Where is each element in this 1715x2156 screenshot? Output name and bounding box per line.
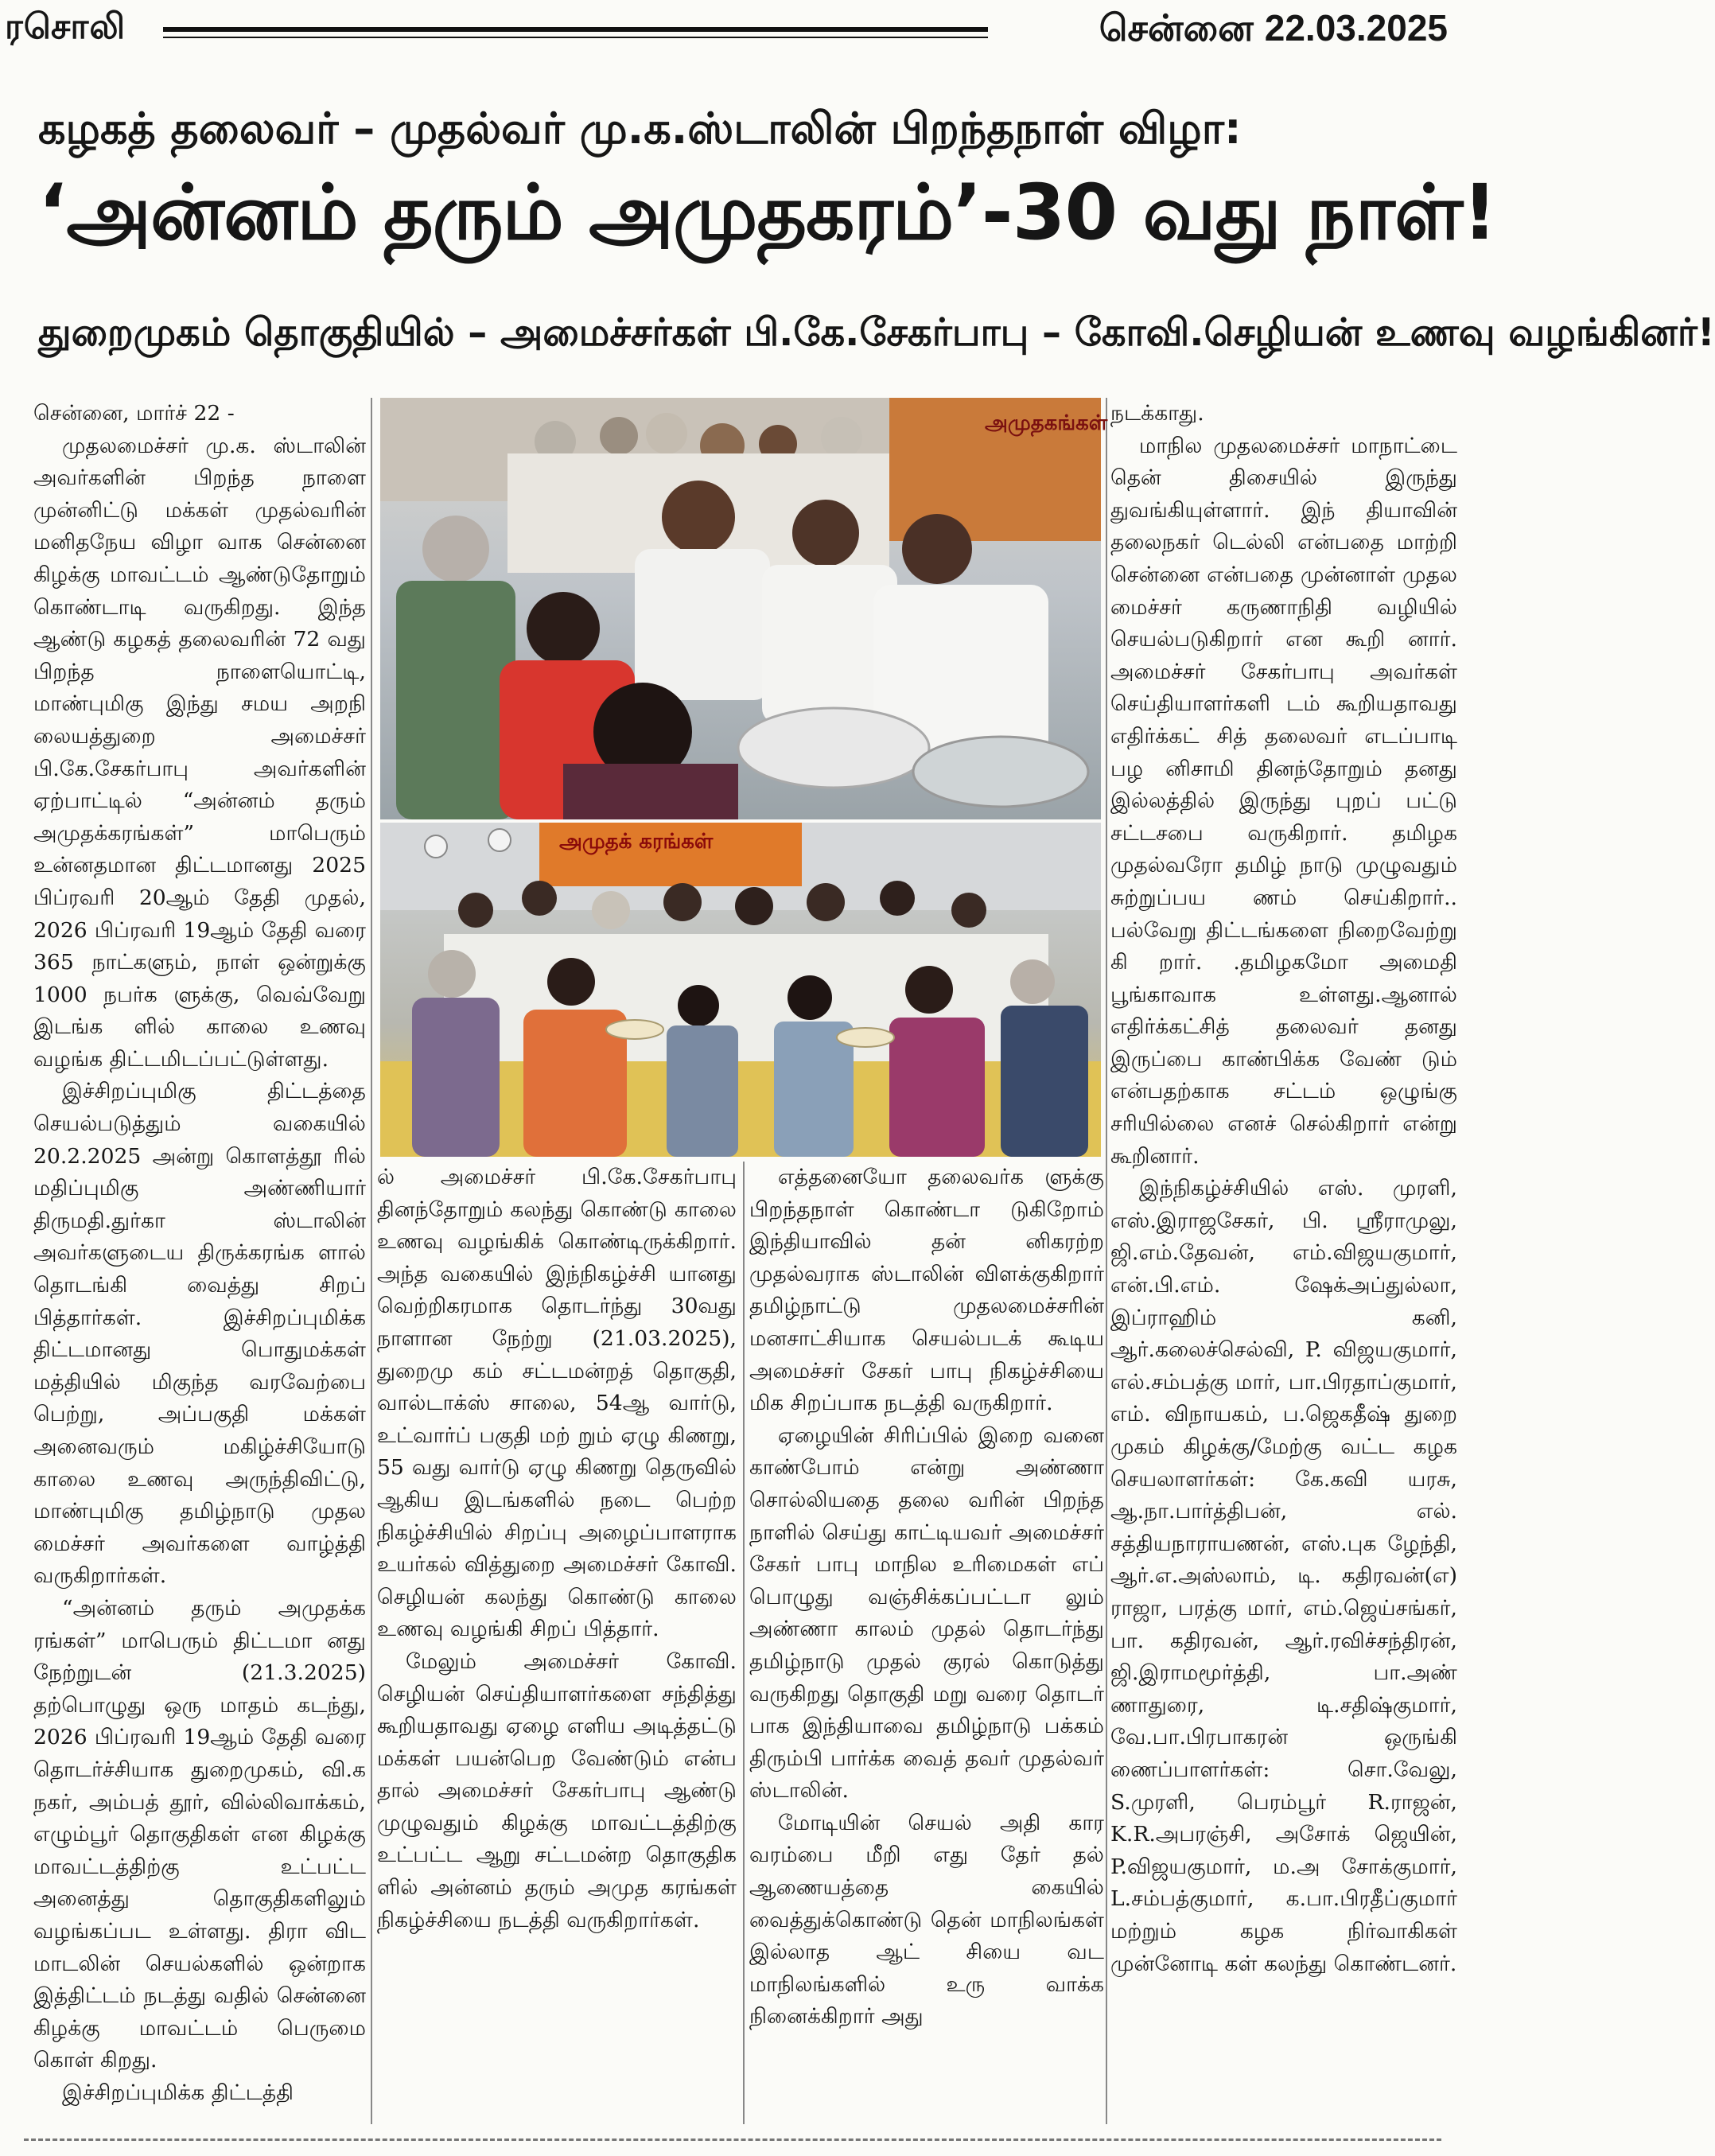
article-paragraph: இச்சிறப்புமிகு திட்டத்தை செயல்படுத்தும் வகையில் 20.2.2025 அன்று கொளத்தூ ரில் மதிப்புமிகு அண்ணியார் திருமதி.துர்கா ஸ்டாலின் அவர்களுடைய திருக்கரங்க ளால் தொடங்கி வைத்து சிறப் பித்தார்கள். இச்சிறப்புமிக்க திட்டமானது பொதுமக்கள் மத்தியில் மிகுந்த வரவேற்பை பெற்று, அப்பகுதி மக்கள் அனைவரும் மகிழ்ச்சியோடு காலை உணவு அருந்திவிட்டு, மாண்புமிகு தமிழ்நாடு முதல மைச்சர் அவர்களை வாழ்த்தி வருகிறார்கள். bbox=[33, 1079, 366, 1589]
paper-name: ரசொலி bbox=[5, 6, 126, 47]
masthead bbox=[0, 0, 1465, 73]
issue-dateline bbox=[1099, 6, 1448, 55]
masthead-rule bbox=[163, 24, 988, 48]
article-column-1 bbox=[33, 398, 366, 2124]
article-paragraph: எத்தனையோ தலைவர்க ளுக்கு பிறந்தநாள் கொண்டா டுகிறோம் இந்தியாவில் தன் னிகரற்ற முதல்வராக ஸ்டாலின் விளக்குகிறார் தமிழ்நாட்டு முதலமைச்சரின் மனசாட்சியாக செயல்படக் கூடிய அமைச்சர் சேகர் பாபு நிகழ்ச்சியை மிக சிறப்பாக நடத்தி வருகிறார். bbox=[749, 1165, 1104, 1416]
photo-banner-text: அமுதக் கரங்கள் bbox=[559, 830, 714, 854]
article-paragraph: ல் அமைச்சர் பி.கே.சேகர்பாபு தினந்தோறும் கலந்து கொண்டு காலை உணவு வழங்கிக் கொண்டிருக்கிறார். அந்த வகையில் இந்நிகழ்ச்சி யானது வெற்றிகரமாக தொடர்ந்து 30வது நாளான நேற்று (21.03.2025), துறைமு கம் சட்டமன்றத் தொகுதி, வால்டாக்ஸ் சாலை, 54ஆ வார்டு, உட்வார்ப் பகுதி மற் றும் ஏழு கிணறு, 55 வது வார்டு ஏழு கிணறு தெருவில் ஆகிய இடங்களில் நடை பெற்ற நிகழ்ச்சியில் சிறப்பு அழைப்பாளராக உயர்கல் வித்துறை அமைச்சர் கோவி. செழியன் கலந்து கொண்டு காலை உணவு வழங்கி சிறப் பித்தார். bbox=[377, 1165, 737, 1642]
photo-food-distribution-1 bbox=[380, 398, 1108, 819]
issue-city: சென்னை bbox=[1099, 6, 1254, 49]
article-kicker: கழகத் தலைவர் – முதல்வர் மு.க.ஸ்டாலின் பிறந்தநாள் விழா: bbox=[38, 103, 1242, 154]
article-paragraph: முதலமைச்சர் மு.க. ஸ்டாலின் அவர்களின் பிறந்த நாளை முன்னிட்டு மக்கள் முதல்வரின் மனிதநேய விழா வாக சென்னை கிழக்கு மாவட்டம் ஆண்டுதோறும் கொண்டாடி வருகிறது. இந்த ஆண்டு கழகத் தலைவரின் 72 வது பிறந்த நாளையொட்டி, மாண்புமிகு இந்து சமய அறநி லையத்துறை அமைச்சர் பி.கே.சேகர்பாபு அவர்களின் ஏற்பாட்டில் “அன்னம் தரும் அமுதக்கரங்கள்” மாபெரும் உன்னதமான திட்டமானது 2025 பிப்ரவரி 20ஆம் தேதி முதல், 2026 பிப்ரவரி 19ஆம் தேதி வரை 365 நாட்களும், நாள் ஒன்றுக்கு 1000 நபர்க ளுக்கு, வெவ்வேறு இடங்க ளில் காலை உணவு வழங்க திட்டமிடப்பட்டுள்ளது. bbox=[33, 433, 366, 1072]
article-column-4 bbox=[1110, 398, 1457, 2124]
article-dateline: சென்னை, மார்ச் 22 - bbox=[33, 401, 235, 426]
article-paragraph: இச்சிறப்புமிக்க திட்டத்தி bbox=[62, 2080, 294, 2105]
article-column-3 bbox=[749, 1162, 1104, 2124]
article-paragraph: இந்நிகழ்ச்சியில் எஸ். முரளி, எஸ்.இராஜசேகர், பி. ஸ்ரீராமுலு, ஜி.எம்.தேவன், எம்.விஜயகுமார், என்.பி.எம். ஷேக்அப்துல்லா, இப்ராஹிம் கனி, ஆர்.கலைச்செல்வி, P. விஜயகுமார், எல்.சம்பத்கு மார், பா.பிரதாப்குமார், எம். விநாயகம், ப.ஜெகதீஷ் துறை முகம் கிழக்கு/மேற்கு வட்ட கழக செயலாளர்கள்: கே.கவி யரசு, ஆ.நா.பார்த்திபன், எல். சத்தியநாராயணன், எஸ்.புக ழேந்தி, ஆர்.எ.அஸ்லாம், டி. கதிரவன்(எ) ராஜா, பரத்கு மார், எம்.ஜெய்சங்கர், பா. கதிரவன், ஆர்.ரவிச்சந்திரன், ஜி.இராமமூர்த்தி, பா.அண் ணாதுரை, டி.சதிஷ்குமார், வே.பா.பிரபாகரன் ஒருங்கி ணைப்பாளர்கள்: சொ.வேலு, S.முரளி, பெரம்பூர் R.ராஜன், K.R.அபரஞ்சி, அசோக் ஜெயின், P.விஜயகுமார், ம.அ சோக்குமார், L.சம்பத்குமார், க.பா.பிரதீப்குமார் மற்றும் கழக நிர்வாகிகள் முன்னோடி கள் கலந்து கொண்டனர். bbox=[1110, 1176, 1457, 1976]
article-subhead: துறைமுகம் தொகுதியில் – அமைச்சர்கள் பி.கே.சேகர்பாபு – கோவி.செழியன் உணவு வழங்கினர்! bbox=[38, 310, 1715, 355]
article-column-2 bbox=[377, 1162, 737, 2124]
photo-food-distribution-2 bbox=[380, 823, 1101, 1157]
article-paragraph: நடக்காது. bbox=[1110, 401, 1204, 426]
article-paragraph: “அன்னம் தரும் அமுதக்க ரங்கள்” மாபெரும் திட்டமா னது நேற்றுடன் (21.3.2025) தற்பொழுது ஒரு மாதம் கடந்து, 2026 பிப்ரவரி 19ஆம் தேதி வரை தொடர்ச்சியாக துறைமுகம், வி.க நகர், அம்பத் தூர், வில்லிவாக்கம், எழும்பூர் தொகுதிகள் என கிழக்கு மாவட்டத்திற்கு உட்பட்ட அனைத்து தொகுதிகளிலும் வழங்கப்பட உள்ளது. திரா விட மாடலின் செயல்களில் ஒன்றாக இத்திட்டம் நடத்து வதில் சென்னை கிழக்கு மாவட்டம் பெருமை கொள் கிறது. bbox=[33, 1595, 366, 2073]
column-divider bbox=[743, 1162, 745, 2124]
photo-sign-text: அமுதகங்கள் bbox=[985, 411, 1108, 435]
column-divider bbox=[371, 398, 372, 2124]
article-paragraph: ஏழையின் சிரிப்பில் இறை வனை காண்போம் என்று அண்ணா சொல்லியதை தலை வரின் பிறந்த நாளில் செய்து காட்டியவர் அமைச்சர் சேகர் பாபு மாநில உரிமைகள் எப் பொழுது வஞ்சிக்கப்பட்டா லும் அண்ணா காலம் முதல் தொடர்ந்து தமிழ்நாடு முதல் குரல் கொடுத்து வருகிறது தொகுதி மறு வரை தொடர் பாக இந்தியாவை தமிழ்நாடு பக்கம் திரும்பி பார்க்க வைத் தவர் முதல்வர் ஸ்டாலின். bbox=[749, 1422, 1104, 1804]
article-paragraph: மேலும் அமைச்சர் கோவி. செழியன் செய்தியாளர்களை சந்தித்து கூறியதாவது ஏழை எளிய அடித்தட்டு மக்கள் பயன்பெற வேண்டும் என்ப தால் அமைச்சர் சேகர்பாபு ஆண்டு முழுவதும் கிழக்கு மாவட்டத்திற்கு உட்பட்ட ஆறு சட்டமன்ற தொகுதிக ளில் அன்னம் தரும் அமுத கரங்கள் நிகழ்ச்சியை நடத்தி வருகிறார்கள். bbox=[377, 1648, 737, 1932]
column-divider bbox=[1106, 398, 1107, 2124]
article-paragraph: மோடியின் செயல் அதி கார வரம்பை மீறி எது தேர் தல் ஆணையத்தை கையில் வைத்துக்கொண்டு தென் மாநிலங்கள் இல்லாத ஆட் சியை வட மாநிலங்களில் உரு வாக்க நினைக்கிறார் அது bbox=[749, 1810, 1104, 2030]
article-paragraph: மாநில முதலமைச்சர் மாநாட்டை தென் திசையில் இருந்து துவங்கியுள்ளார். இந் தியாவின் தலைநகர் டெல்லி என்பதை மாற்றி சென்னை என்பதை முன்னாள் முதல மைச்சர் கருணாநிதி வழியில் செயல்படுகிறார் என கூறி னார். அமைச்சர் சேகர்பாபு அவர்கள் செய்தியாளர்களி டம் கூறியதாவது எதிர்க்கட் சித் தலைவர் எடப்பாடி பழ னிசாமி தினந்தோறும் தனது இல்லத்தில் இருந்து புறப் பட்டு சட்டசபை வருகிறார். தமிழக முதல்வரோ தமிழ் நாடு முழுவதும் சுற்றுப்பய ணம் செய்கிறார்.. பல்வேறு திட்டங்களை நிறைவேற்று கி றார். .தமிழகமோ அமைதி பூங்காவாக உள்ளது.ஆனால் எதிர்க்கட்சித் தலைவர் தனது இருப்பை காண்பிக்க வேண் டும் என்பதற்காக சட்டம் ஒழுங்கு சரியில்லை எனச் செல்கிறார் என்று கூறினார். bbox=[1110, 433, 1457, 1169]
page-bottom-rule bbox=[24, 2138, 1441, 2141]
article-headline: ‘அன்னம் தரும் அமுதகரம்’-30 வது நாள்! bbox=[38, 168, 1497, 257]
issue-date: 22.03.2025 bbox=[1264, 7, 1448, 49]
